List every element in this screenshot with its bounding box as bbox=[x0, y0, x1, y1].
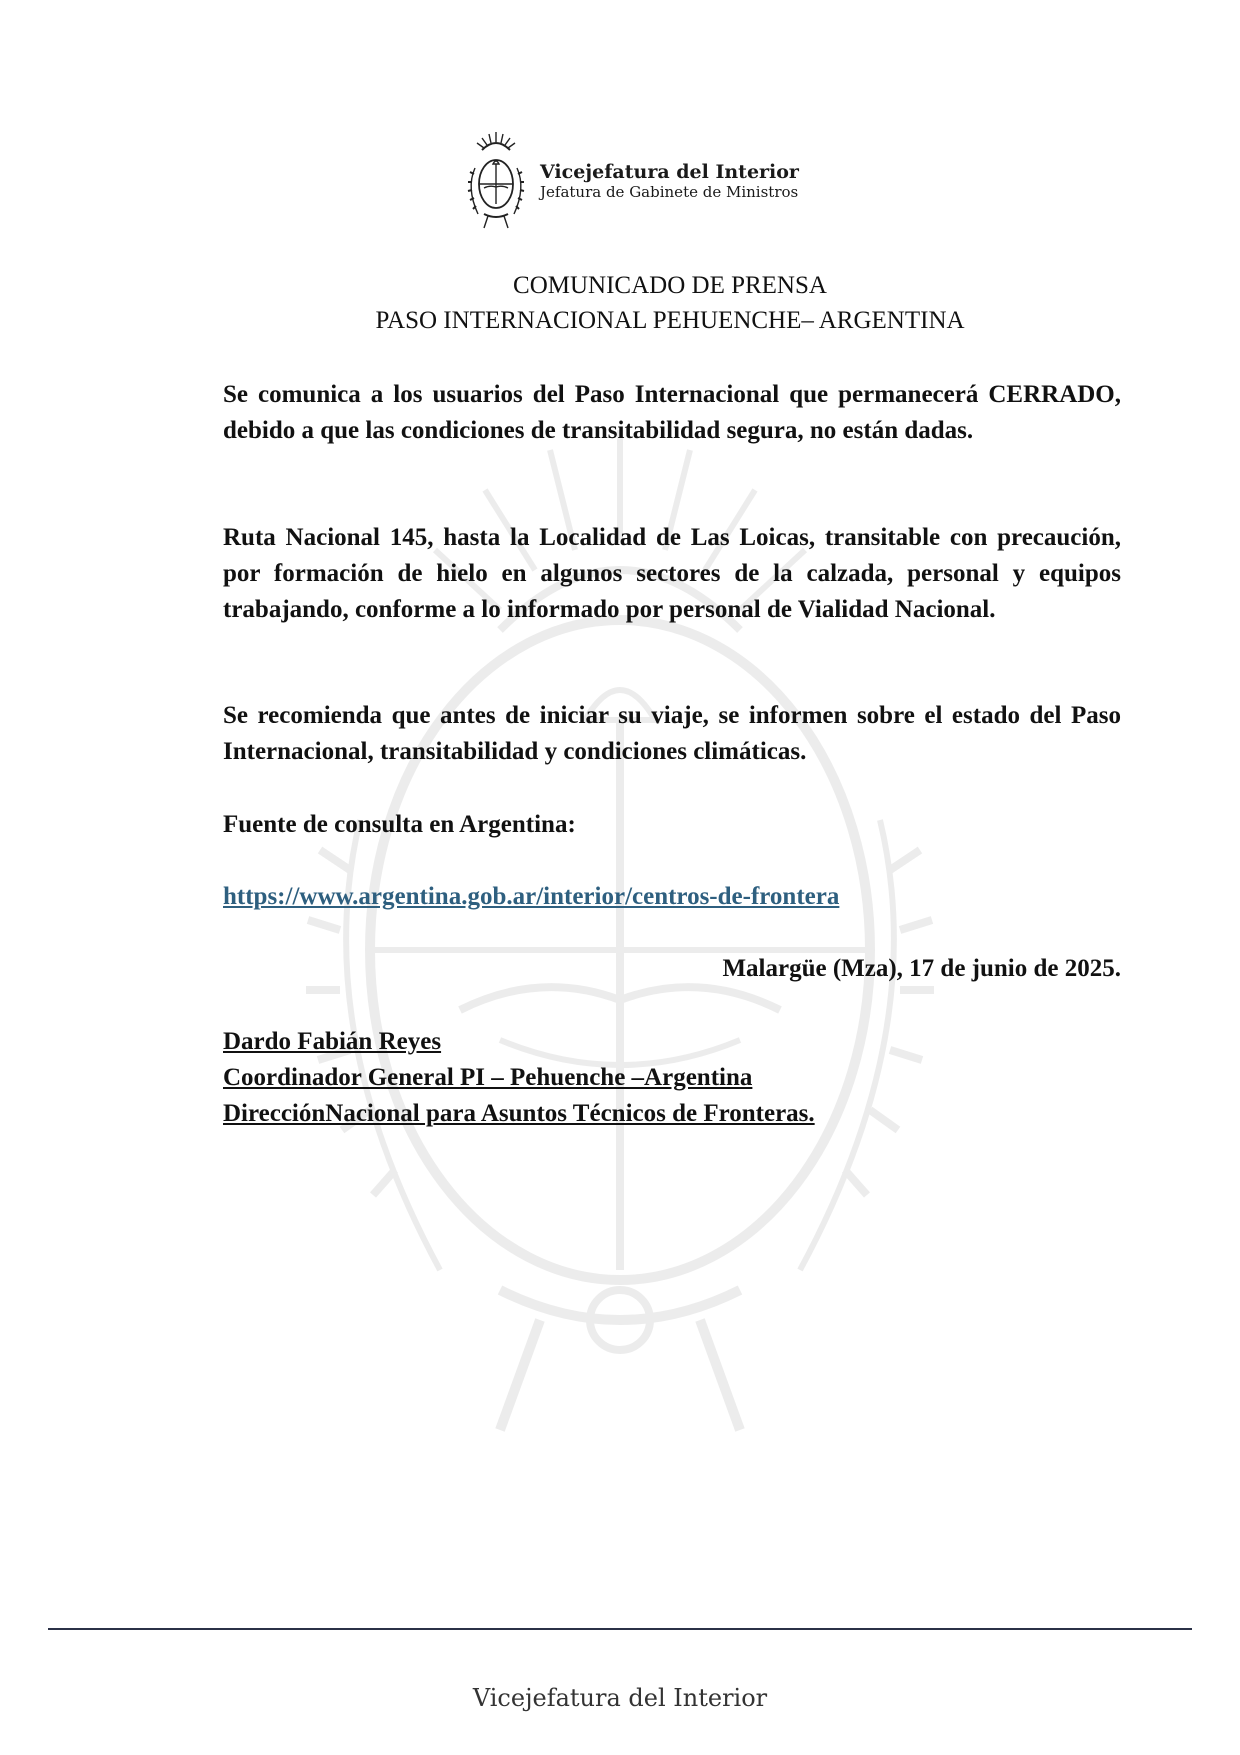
letterhead-title: Vicejefatura del Interior bbox=[540, 161, 799, 184]
signatory-office: DirecciónNacional para Asuntos Técnicos de Fronteras. bbox=[223, 1100, 815, 1127]
paragraph-recommendation: Se recomienda que antes de iniciar su viaje, se informen sobre el estado del Paso Internacional, transitabilidad y condiciones climáticas. bbox=[223, 702, 1121, 765]
paragraph-route-conditions: Ruta Nacional 145, hasta la Localidad de Las Loicas, transitable con precaución, por formación de hielo en algunos sectores de la calzada, personal y equipos trabajando, conforme a lo informado por personal de Vialidad Nacional. bbox=[223, 524, 1121, 623]
paragraph-closure-notice: Se comunica a los usuarios del Paso Internacional que permanecerá CERRADO, debido a que las condiciones de transitabilidad segura, no están dadas. bbox=[223, 381, 1121, 444]
letterhead bbox=[462, 128, 799, 236]
footer-divider bbox=[48, 1628, 1192, 1630]
signatory-role: Coordinador General PI – Pehuenche –Argentina bbox=[223, 1064, 753, 1091]
press-release-subtitle: PASO INTERNACIONAL PEHUENCHE– ARGENTINA bbox=[375, 307, 965, 334]
footer-text: Vicejefatura del Interior bbox=[472, 1684, 768, 1712]
signature-block bbox=[223, 1024, 815, 1132]
date-line: Malargüe (Mza), 17 de junio de 2025. bbox=[722, 955, 1121, 982]
press-release-title: COMUNICADO DE PRENSA bbox=[513, 272, 827, 299]
argentina-coat-of-arms-icon bbox=[462, 128, 530, 236]
source-label: Fuente de consulta en Argentina: bbox=[223, 811, 576, 838]
source-link[interactable]: https://www.argentina.gob.ar/interior/centros-de-frontera bbox=[223, 883, 840, 910]
signatory-name: Dardo Fabián Reyes bbox=[223, 1028, 442, 1055]
letterhead-subtitle: Jefatura de Gabinete de Ministros bbox=[540, 183, 799, 202]
